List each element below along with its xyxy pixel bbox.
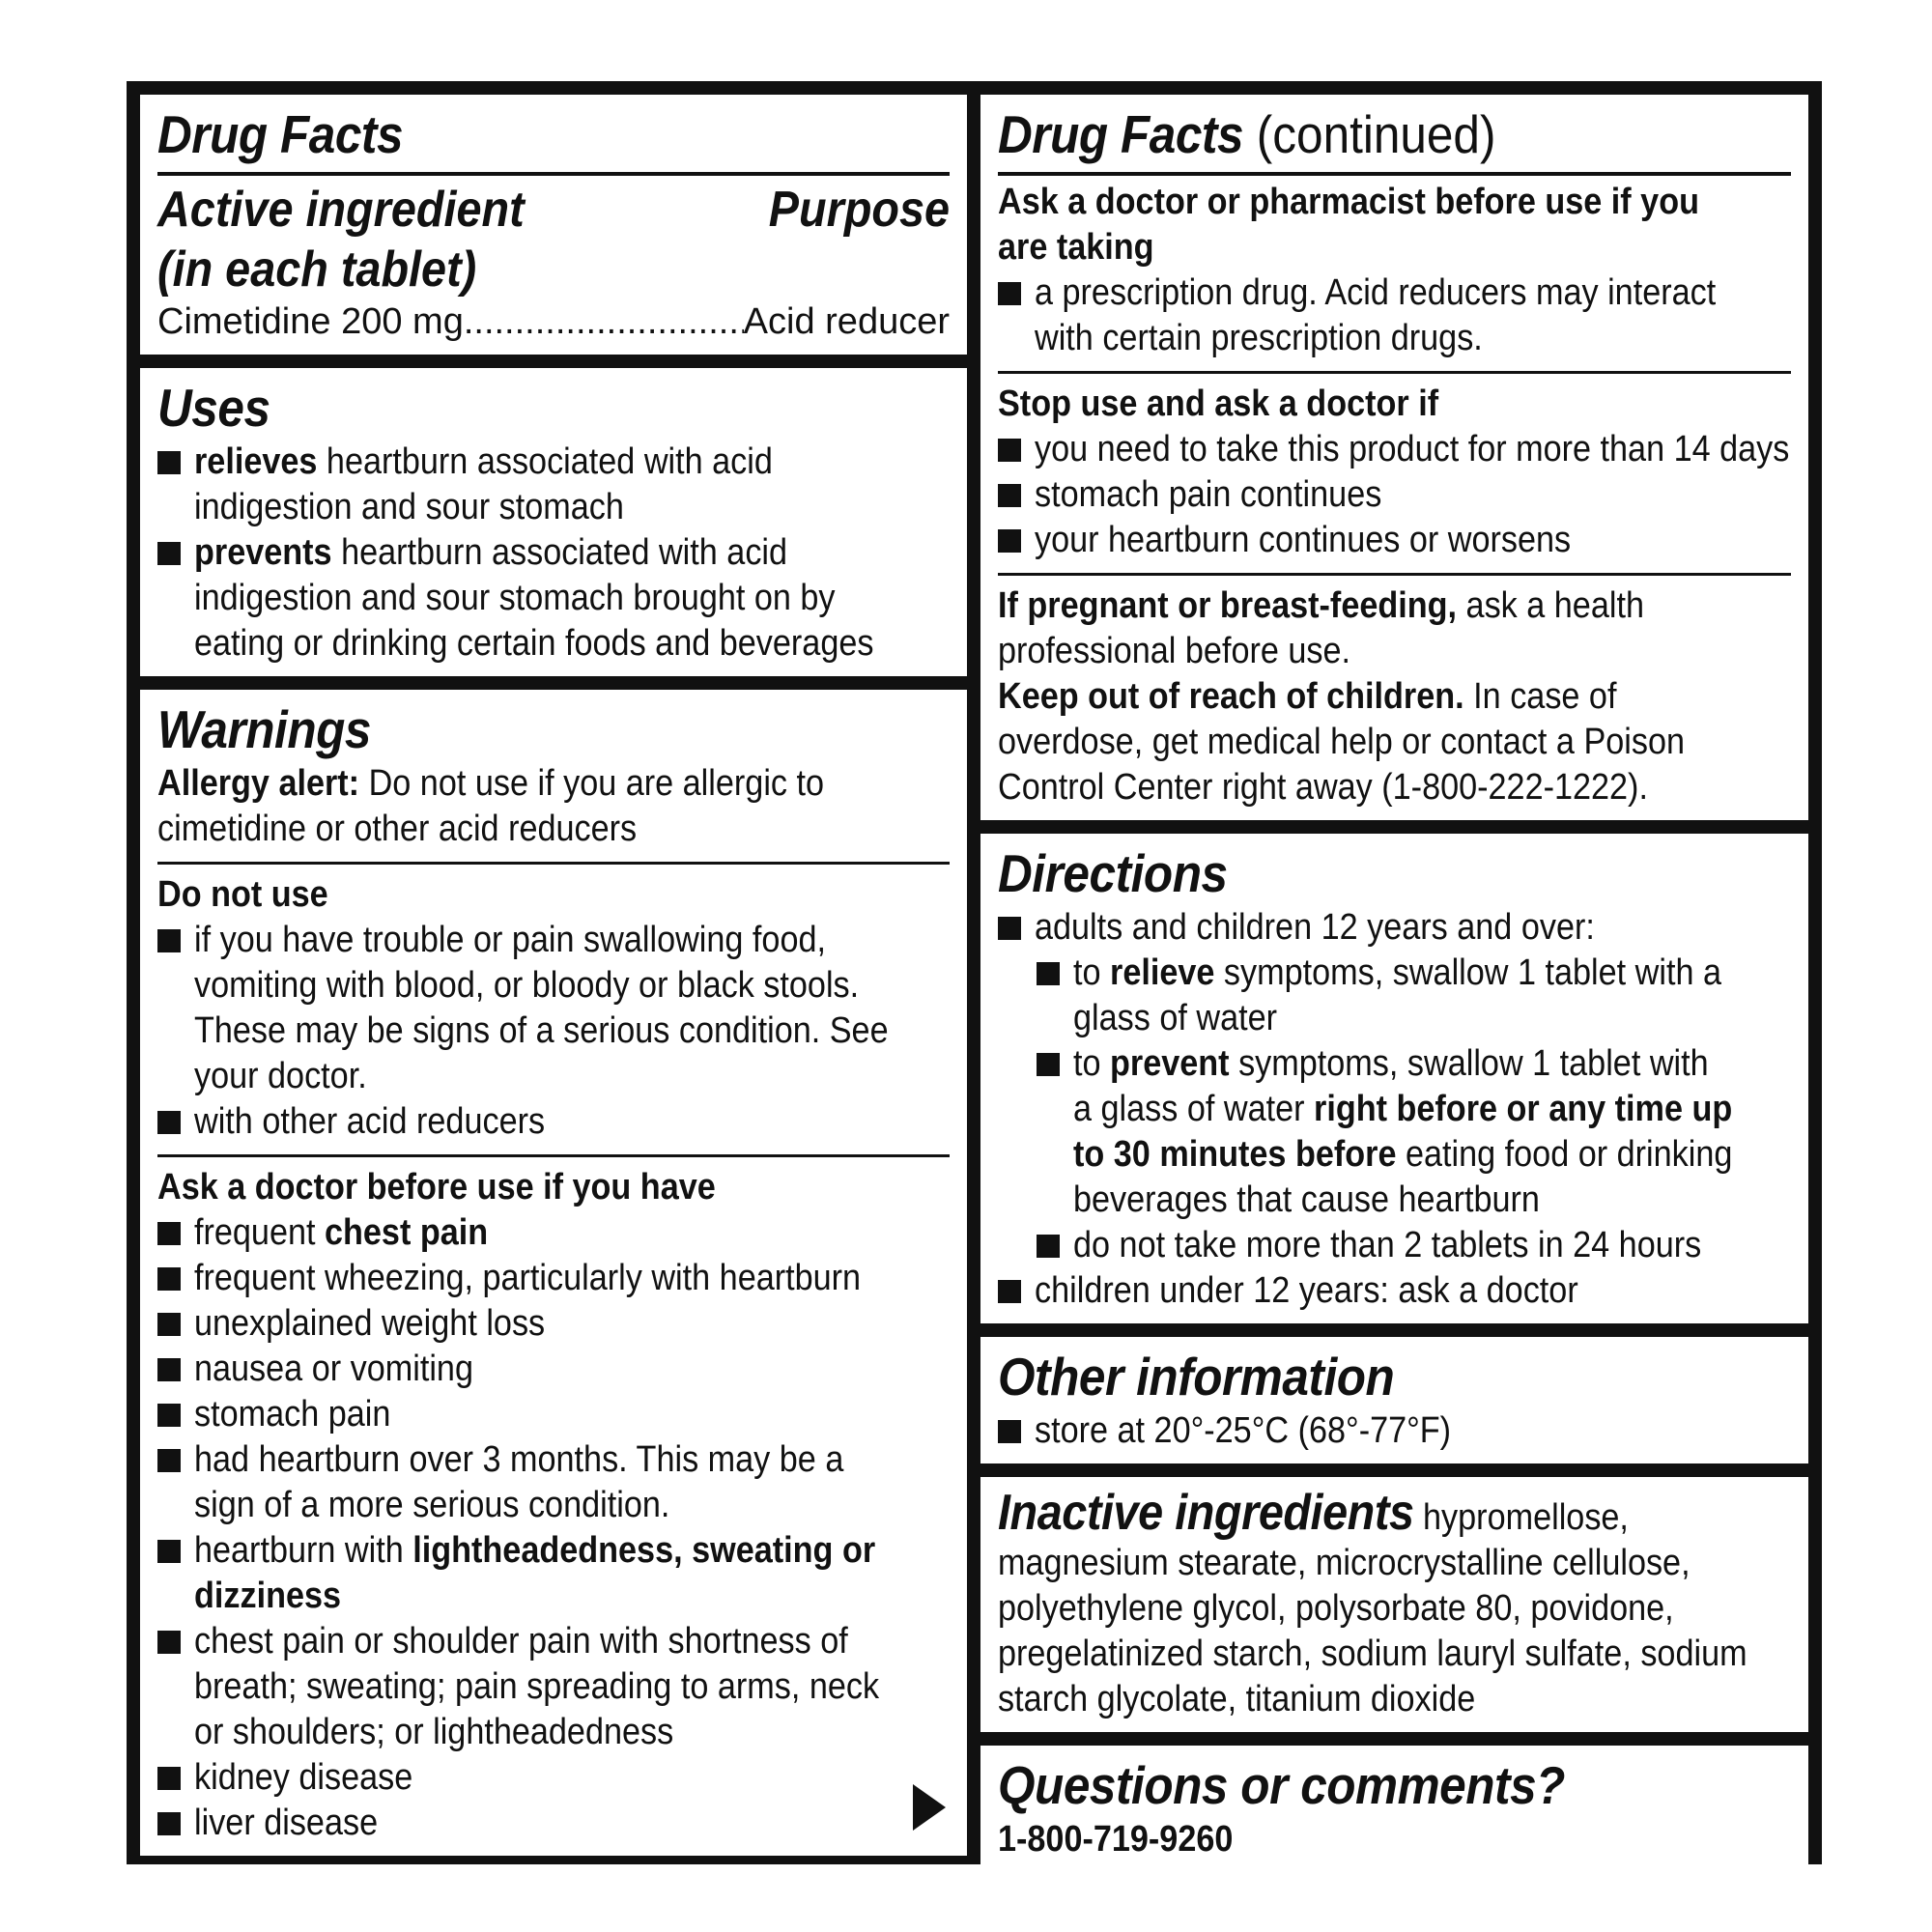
ask-doctor-text: kidney disease bbox=[194, 1757, 413, 1798]
uses-text: indigestion and sour stomach bbox=[194, 487, 624, 527]
ingredient-name: Cimetidine 200 mg bbox=[157, 301, 464, 342]
divider bbox=[998, 371, 1791, 374]
list-item bbox=[998, 1408, 1791, 1454]
ingredient-purpose: Acid reducer bbox=[743, 301, 950, 342]
square-bullet-icon bbox=[998, 282, 1021, 305]
directions-keyword: right before or any time up bbox=[1314, 1089, 1733, 1129]
list-item bbox=[1037, 1223, 1791, 1268]
ask-doctor-text: liver disease bbox=[194, 1803, 379, 1843]
inactive-ingredients-panel bbox=[980, 1477, 1808, 1732]
square-bullet-icon bbox=[998, 484, 1021, 507]
active-ingredient-heading-line1: Active ingredient bbox=[157, 182, 525, 238]
ask-doctor-text: breath; sweating; pain spreading to arms, neck bbox=[194, 1666, 880, 1707]
ask-doctor-text: stomach pain bbox=[194, 1394, 391, 1435]
ask-doctor-keyword: dizziness bbox=[194, 1576, 342, 1616]
list-item bbox=[157, 1392, 950, 1437]
directions-text: to bbox=[1073, 952, 1111, 993]
ask-pharmacist-heading-line: are taking bbox=[998, 227, 1154, 268]
uses-keyword: relieves bbox=[194, 441, 318, 482]
directions-keyword: to 30 minutes before bbox=[1073, 1134, 1397, 1175]
ask-doctor-text: sign of a more serious condition. bbox=[194, 1485, 670, 1525]
do-not-use-text: your doctor. bbox=[194, 1056, 367, 1096]
ask-pharmacist-text: with certain prescription drugs. bbox=[1035, 318, 1483, 358]
list-item bbox=[1037, 951, 1791, 1041]
list-item bbox=[1037, 1041, 1791, 1223]
list-item bbox=[157, 1099, 950, 1145]
inactive-ingredients-heading: Inactive ingredients bbox=[998, 1485, 1414, 1541]
allergy-alert-text: cimetidine or other acid reducers bbox=[157, 809, 638, 849]
square-bullet-icon bbox=[1037, 962, 1060, 985]
inactive-ingredients-text: magnesium stearate, microcrystalline cellulose, bbox=[998, 1543, 1690, 1583]
do-not-use-text: vomiting with blood, or bloody or black stools. bbox=[194, 965, 860, 1006]
list-item bbox=[157, 1437, 950, 1528]
list-item bbox=[157, 918, 950, 1099]
square-bullet-icon bbox=[1037, 1235, 1060, 1258]
do-not-use-heading: Do not use bbox=[157, 874, 328, 915]
list-item bbox=[998, 427, 1791, 472]
list-item bbox=[157, 1347, 950, 1392]
list-item bbox=[998, 270, 1791, 361]
arrow-right-icon bbox=[913, 1784, 946, 1831]
left-column bbox=[140, 95, 967, 1851]
inactive-ingredients-text: hypromellose, bbox=[1413, 1497, 1629, 1538]
inactive-ingredients-text: polyethylene glycol, polysorbate 80, povidone, bbox=[998, 1588, 1674, 1629]
ask-doctor-text: had heartburn over 3 months. This may be a bbox=[194, 1439, 844, 1480]
ask-pharmacist-text: a prescription drug. Acid reducers may interact bbox=[1035, 272, 1717, 313]
square-bullet-icon bbox=[157, 1222, 181, 1245]
list-item bbox=[998, 1268, 1791, 1314]
square-bullet-icon bbox=[157, 1631, 181, 1654]
list-item bbox=[998, 518, 1791, 563]
active-ingredient-panel bbox=[140, 95, 967, 355]
right-column bbox=[980, 95, 1808, 1860]
active-ingredient-row bbox=[157, 299, 950, 345]
uses-text: heartburn associated with acid bbox=[317, 441, 773, 482]
square-bullet-icon bbox=[998, 439, 1021, 462]
square-bullet-icon bbox=[157, 1313, 181, 1336]
allergy-alert bbox=[157, 761, 950, 852]
drug-facts-title: Drug Facts bbox=[157, 104, 404, 164]
directions-heading: Directions bbox=[998, 843, 1228, 903]
directions-text: a glass of water bbox=[1073, 1089, 1315, 1129]
list-item bbox=[157, 1801, 950, 1846]
pregnant-warning bbox=[998, 583, 1791, 674]
list-item bbox=[157, 1528, 950, 1619]
keep-out-text: overdose, get medical help or contact a Poison bbox=[998, 722, 1686, 762]
ask-doctor-text: unexplained weight loss bbox=[194, 1303, 546, 1344]
square-bullet-icon bbox=[157, 1111, 181, 1134]
directions-keyword: relieve bbox=[1110, 952, 1215, 993]
directions-panel bbox=[980, 834, 1808, 1323]
uses-text: heartburn associated with acid bbox=[331, 532, 788, 573]
list-item bbox=[157, 1619, 950, 1755]
directions-keyword: prevent bbox=[1110, 1043, 1230, 1084]
leader-dots bbox=[464, 299, 744, 345]
active-ingredient-heading bbox=[157, 180, 565, 299]
square-bullet-icon bbox=[998, 1280, 1021, 1303]
stop-use-text: you need to take this product for more than 14 days bbox=[1035, 429, 1790, 469]
list-item bbox=[998, 472, 1791, 518]
divider bbox=[157, 862, 950, 865]
list-item bbox=[157, 1256, 950, 1301]
directions-text: beverages that cause heartburn bbox=[1073, 1179, 1540, 1220]
list-item bbox=[157, 1755, 950, 1801]
keep-out-warning bbox=[998, 674, 1791, 810]
uses-heading: Uses bbox=[157, 378, 270, 438]
directions-text: to bbox=[1073, 1043, 1111, 1084]
continued-panel bbox=[980, 95, 1808, 820]
square-bullet-icon bbox=[157, 1267, 181, 1291]
square-bullet-icon bbox=[157, 1404, 181, 1427]
active-ingredient-header bbox=[157, 180, 950, 299]
square-bullet-icon bbox=[157, 542, 181, 565]
ask-doctor-text: heartburn with bbox=[194, 1530, 413, 1571]
ask-pharmacist-heading-line: Ask a doctor or pharmacist before use if you bbox=[998, 182, 1699, 222]
questions-panel bbox=[980, 1746, 1808, 1872]
stop-use-text: your heartburn continues or worsens bbox=[1035, 520, 1572, 560]
square-bullet-icon bbox=[1037, 1053, 1060, 1076]
directions-text: symptoms, swallow 1 tablet with a bbox=[1214, 952, 1722, 993]
stop-use-text: stomach pain continues bbox=[1035, 474, 1382, 515]
square-bullet-icon bbox=[998, 917, 1021, 940]
divider bbox=[157, 1154, 950, 1157]
square-bullet-icon bbox=[998, 1420, 1021, 1443]
inactive-ingredients-text: starch glycolate, titanium dioxide bbox=[998, 1679, 1476, 1719]
inactive-ingredients-text: pregelatinized starch, sodium lauryl sulfate, sodium bbox=[998, 1634, 1747, 1674]
list-item bbox=[157, 530, 950, 667]
uses-text: eating or drinking certain foods and beverages bbox=[194, 623, 874, 664]
ask-doctor-keyword: chest pain bbox=[325, 1212, 489, 1253]
square-bullet-icon bbox=[998, 529, 1021, 553]
divider bbox=[998, 573, 1791, 576]
pregnant-label: If pregnant or breast-feeding, bbox=[998, 585, 1458, 626]
ask-doctor-text: frequent wheezing, particularly with heartburn bbox=[194, 1258, 862, 1298]
divider bbox=[998, 172, 1791, 176]
list-item bbox=[157, 1210, 950, 1256]
stop-use-heading: Stop use and ask a doctor if bbox=[998, 384, 1439, 424]
square-bullet-icon bbox=[157, 1540, 181, 1563]
ask-doctor-keyword: lightheadedness, sweating or bbox=[412, 1530, 876, 1571]
uses-panel bbox=[140, 368, 967, 676]
square-bullet-icon bbox=[157, 1767, 181, 1790]
do-not-use-text: These may be signs of a serious condition. See bbox=[194, 1010, 889, 1051]
purpose-heading: Purpose bbox=[768, 182, 950, 238]
list-item bbox=[157, 440, 950, 530]
questions-heading: Questions or comments? bbox=[998, 1755, 1565, 1815]
keep-out-text: In case of bbox=[1463, 676, 1617, 717]
other-information-panel bbox=[980, 1337, 1808, 1463]
square-bullet-icon bbox=[157, 929, 181, 952]
directions-text: eating food or drinking bbox=[1396, 1134, 1733, 1175]
square-bullet-icon bbox=[157, 1449, 181, 1472]
divider bbox=[157, 172, 950, 176]
ask-doctor-text: or shoulders; or lightheadedness bbox=[194, 1712, 674, 1752]
inactive-ingredients bbox=[998, 1485, 1791, 1722]
directions-text: adults and children 12 years and over: bbox=[1035, 907, 1595, 948]
ask-doctor-text: frequent bbox=[194, 1212, 325, 1253]
pregnant-text: ask a health bbox=[1457, 585, 1644, 626]
do-not-use-text: with other acid reducers bbox=[194, 1101, 546, 1142]
warnings-panel bbox=[140, 690, 967, 1856]
allergy-alert-text: Do not use if you are allergic to bbox=[359, 763, 825, 804]
questions-phone: 1-800-719-9260 bbox=[998, 1819, 1234, 1860]
ask-doctor-heading: Ask a doctor before use if you have bbox=[157, 1167, 716, 1208]
continued-label: (continued) bbox=[1243, 104, 1496, 164]
ask-pharmacist-heading bbox=[998, 180, 1712, 270]
other-information-text: store at 20°-25°C (68°-77°F) bbox=[1035, 1410, 1452, 1451]
drug-facts-label bbox=[127, 81, 1822, 1864]
square-bullet-icon bbox=[157, 451, 181, 474]
other-information-heading: Other information bbox=[998, 1347, 1395, 1406]
active-ingredient-heading-line2: (in each tablet) bbox=[157, 242, 477, 298]
ask-doctor-text: chest pain or shoulder pain with shortness of bbox=[194, 1621, 848, 1662]
allergy-alert-label: Allergy alert: bbox=[157, 763, 360, 804]
directions-text: children under 12 years: ask a doctor bbox=[1035, 1270, 1578, 1311]
keep-out-text: Control Center right away (1-800-222-1222). bbox=[998, 767, 1648, 808]
square-bullet-icon bbox=[157, 1358, 181, 1381]
drug-facts-continued-title bbox=[998, 102, 1712, 166]
list-item bbox=[157, 1301, 950, 1347]
uses-keyword: prevents bbox=[194, 532, 332, 573]
ask-doctor-text: nausea or vomiting bbox=[194, 1349, 473, 1389]
drug-facts-title: Drug Facts bbox=[998, 104, 1244, 164]
directions-text: do not take more than 2 tablets in 24 hours bbox=[1073, 1225, 1702, 1265]
uses-text: indigestion and sour stomach brought on by bbox=[194, 578, 836, 618]
list-item bbox=[998, 905, 1791, 951]
directions-text: glass of water bbox=[1073, 998, 1278, 1038]
directions-text: symptoms, swallow 1 tablet with bbox=[1229, 1043, 1709, 1084]
pregnant-text: professional before use. bbox=[998, 631, 1351, 671]
warnings-heading: Warnings bbox=[157, 699, 372, 759]
keep-out-label: Keep out of reach of children. bbox=[998, 676, 1464, 717]
do-not-use-text: if you have trouble or pain swallowing food, bbox=[194, 920, 827, 960]
square-bullet-icon bbox=[157, 1812, 181, 1835]
